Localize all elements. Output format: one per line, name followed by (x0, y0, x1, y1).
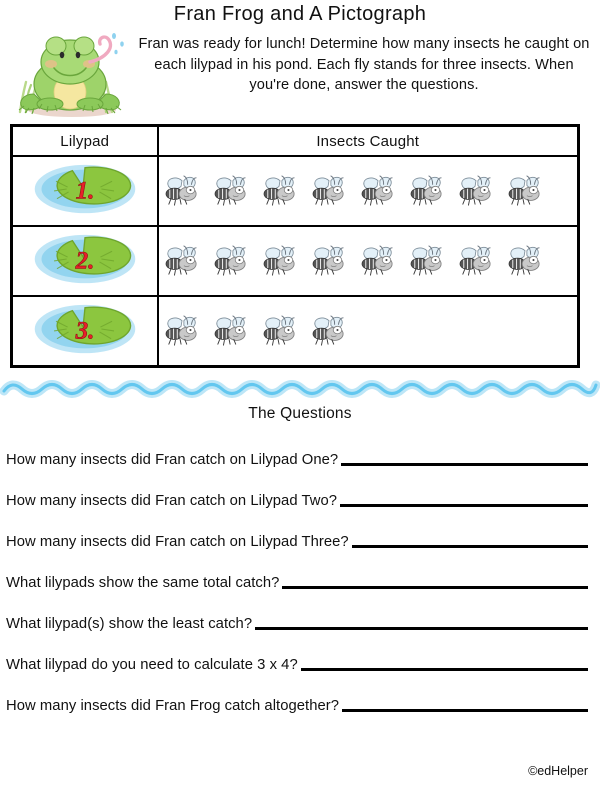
lilypad-cell-3 (12, 296, 158, 367)
column-header-insects-caught: Insects Caught (158, 126, 579, 157)
answer-line-1[interactable] (341, 463, 588, 466)
svg-text:3.: 3. (75, 317, 95, 345)
question-text-4: What lilypads show the same total catch? (6, 575, 280, 591)
table-row (12, 156, 579, 226)
insects-cell-2 (158, 226, 579, 296)
svg-text:2.: 2. (75, 247, 95, 275)
fly-icon (457, 175, 495, 207)
answer-line-3[interactable] (352, 545, 588, 548)
fly-icon (457, 245, 495, 277)
pictograph-table (10, 124, 580, 368)
insects-cell-1 (158, 156, 579, 226)
fly-icon (261, 245, 299, 277)
fly-icon (310, 175, 348, 207)
question-text-5: What lilypad(s) show the least catch? (6, 616, 253, 632)
fly-icon (506, 245, 544, 277)
fly-icon (310, 315, 348, 347)
intro-block (0, 26, 600, 118)
answer-line-6[interactable] (301, 668, 588, 671)
question-row-7 (6, 675, 588, 716)
fly-icon (359, 245, 397, 277)
questions-heading: The Questions (248, 405, 352, 422)
fly-icon (163, 245, 201, 277)
answer-line-2[interactable] (340, 504, 588, 507)
wave-divider (0, 376, 600, 398)
question-row-1 (6, 429, 588, 470)
fly-icon (359, 175, 397, 207)
lilypad-cell-1 (12, 156, 158, 226)
answer-line-7[interactable] (342, 709, 588, 712)
fly-icon (408, 175, 446, 207)
fly-icon (163, 315, 201, 347)
answer-line-4[interactable] (282, 586, 588, 589)
question-row-6 (6, 634, 588, 675)
question-text-6: What lilypad do you need to calculate 3 x 4? (6, 657, 298, 673)
fly-group-3 (159, 297, 578, 365)
question-row-4 (6, 552, 588, 593)
fly-group-2 (159, 227, 578, 295)
answer-line-5[interactable] (255, 627, 588, 630)
question-text-1: How many insects did Fran catch on Lilypad One? (6, 452, 339, 468)
fly-icon (506, 175, 544, 207)
fly-icon (310, 245, 348, 277)
question-text-7: How many insects did Fran Frog catch altogether? (6, 698, 340, 714)
page-title: Fran Frog and A Pictograph (173, 3, 427, 25)
fly-icon (212, 175, 250, 207)
questions-list (0, 429, 600, 716)
table-row (12, 226, 579, 296)
fly-group-1 (159, 157, 578, 225)
table-header-row (12, 126, 579, 157)
fly-icon (212, 245, 250, 277)
question-row-3 (6, 511, 588, 552)
frog-illustration (6, 28, 136, 120)
question-row-2 (6, 470, 588, 511)
column-header-lilypad: Lilypad (12, 126, 158, 157)
footer-copyright: ©edHelper (528, 764, 588, 778)
intro-paragraph: Fran was ready for lunch! Determine how many insects he caught on each lilypad in his pond. Each fly stands for three insects. When you're done, answer the questions. (138, 36, 590, 94)
lilypad-icon (26, 160, 144, 218)
question-text-3: How many insects did Fran catch on Lilypad Three? (6, 534, 349, 550)
insects-cell-3 (158, 296, 579, 367)
lilypad-icon (26, 300, 144, 358)
fly-icon (212, 315, 250, 347)
fly-icon (261, 315, 299, 347)
svg-text:1.: 1. (75, 177, 95, 205)
pictograph-body (12, 156, 579, 367)
table-row (12, 296, 579, 367)
fly-icon (163, 175, 201, 207)
lilypad-cell-2 (12, 226, 158, 296)
fly-icon (261, 175, 299, 207)
fly-icon (408, 245, 446, 277)
frog-icon (6, 28, 136, 120)
lilypad-icon (26, 230, 144, 288)
question-row-5 (6, 593, 588, 634)
question-text-2: How many insects did Fran catch on Lilypad Two? (6, 493, 338, 509)
